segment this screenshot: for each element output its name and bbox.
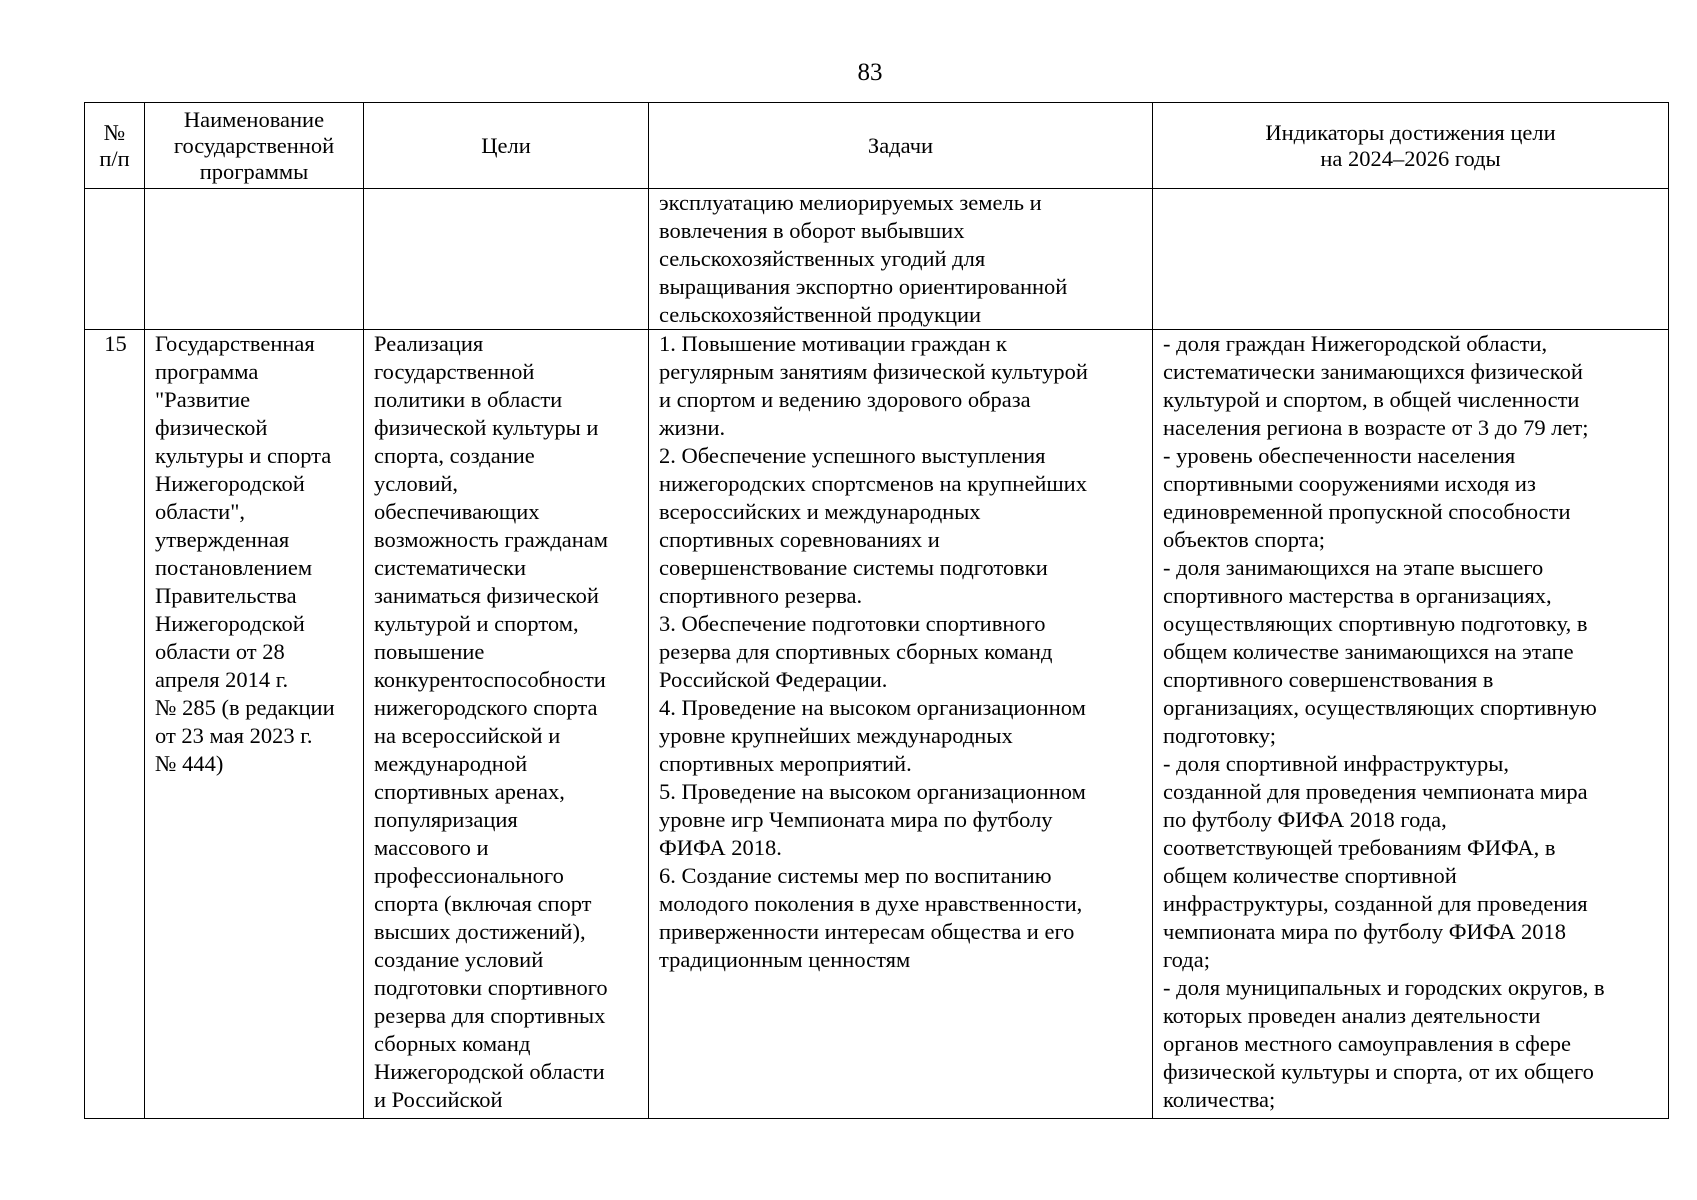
header-tasks: Задачи (649, 103, 1153, 189)
cell-goals: Реализация государственной политики в области физической культуры и спорта, создание условий, обеспечивающих возможность гражданам систематически заниматься физической культурой и спортом, повышение конкурентоспособности нижегородского спорта на всероссийской и международной спортивных аренах, популяризация массового и профессионального спорта (включая спорт высших достижений), создание условий подготовки спортивного резерва для спортивных сборных команд Нижегородской области и Российской (364, 330, 649, 1119)
cell-indicators (1153, 189, 1669, 330)
program-table (84, 102, 1669, 1119)
cell-goals (364, 189, 649, 330)
cell-indicators: - доля граждан Нижегородской области, систематически занимающихся физической культурой и спортом, в общей численности населения региона в возрасте от 3 до 79 лет; - уровень обеспеченности населения спортивными сооружениями исходя из единовременной пропускной способности объектов спорта; - доля занимающихся на этапе высшего спортивного мастерства в организациях, осуществляющих спортивную подготовку, в общем количестве занимающихся на этапе спортивного совершенствования в организациях, осуществляющих спортивную подготовку; - доля спортивной инфраструктуры, созданной для проведения чемпионата мира по футболу ФИФА 2018 года, соответствующей требованиям ФИФА, в общем количестве спортивной инфраструктуры, созданной для проведения чемпионата мира по футболу ФИФА 2018 года; - доля муниципальных и городских округов, в которых проведен анализ деятельности органов местного самоуправления в сфере физической культуры и спорта, от их общего количества; (1153, 330, 1669, 1119)
table-header-row (85, 103, 1669, 189)
table-row (85, 330, 1669, 1119)
page-number: 83 (857, 59, 883, 86)
table-row (85, 189, 1669, 330)
header-indicators: Индикаторы достижения цели на 2024–2026 годы (1153, 103, 1669, 189)
cell-num (85, 189, 145, 330)
cell-program: Государственная программа "Развитие физической культуры и спорта Нижегородской области", утвержденная постановлением Правительства Нижегородской области от 28 апреля 2014 г. № 285 (в редакции от 23 мая 2023 г. № 444) (145, 330, 364, 1119)
cell-num: 15 (85, 330, 145, 1119)
cell-tasks: 1. Повышение мотивации граждан к регулярным занятиям физической культурой и спортом и ведению здорового образа жизни. 2. Обеспечение успешного выступления нижегородских спортсменов на крупнейших всероссийских и международных спортивных соревнованиях и совершенствование системы подготовки спортивного резерва. 3. Обеспечение подготовки спортивного резерва для спортивных сборных команд Российской Федерации. 4. Проведение на высоком организационном уровне крупнейших международных спортивных мероприятий. 5. Проведение на высоком организационном уровне игр Чемпионата мира по футболу ФИФА 2018. 6. Создание системы мер по воспитанию молодого поколения в духе нравственности, приверженности интересам общества и его традиционным ценностям (649, 330, 1153, 1119)
cell-tasks: эксплуатацию мелиорируемых земель и вовлечения в оборот выбывших сельскохозяйственных угодий для выращивания экспортно ориентированной сельскохозяйственной продукции (649, 189, 1153, 330)
header-num: № п/п (85, 103, 145, 189)
cell-program (145, 189, 364, 330)
header-program: Наименование государственной программы (145, 103, 364, 189)
header-goals: Цели (364, 103, 649, 189)
